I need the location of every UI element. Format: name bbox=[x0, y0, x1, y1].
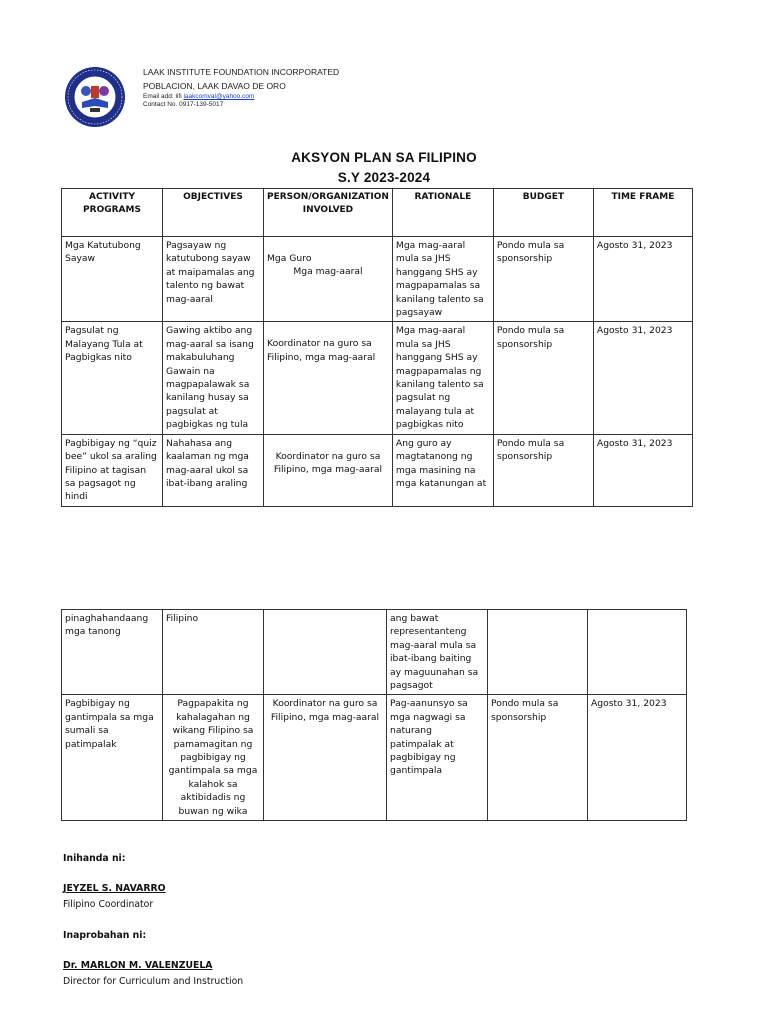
header-person: PERSON/ORGANIZATION INVOLVED bbox=[264, 189, 393, 237]
cell-person bbox=[264, 610, 387, 695]
table-row bbox=[62, 434, 693, 506]
approved-by-role: Director for Curriculum and Instruction bbox=[63, 976, 244, 987]
prepared-by-name: JEYZEL S. NAVARRO bbox=[63, 883, 166, 894]
cell-activity: Pagsulat ng Malayang Tula at Pagbigkas nito bbox=[62, 322, 163, 434]
cell-time: Agosto 31, 2023 bbox=[593, 322, 692, 434]
cell-budget bbox=[488, 610, 588, 695]
cell-rationale: Mga mag-aaral mula sa JHS hanggang SHS ay magpapamalas ng kanilang talento sa pagsulat ng malayang tula at pagbigkas nito bbox=[392, 322, 493, 434]
action-plan-table bbox=[61, 188, 693, 507]
cell-time: Agosto 31, 2023 bbox=[593, 237, 692, 322]
cell-budget: Pondo mula sa sponsorship bbox=[493, 237, 593, 322]
table-row bbox=[62, 322, 693, 434]
cell-activity: Pagbibigay ng “quiz bee” ukol sa araling Filipino at tagisan sa pagsagot ng hindi bbox=[62, 434, 163, 506]
cell-rationale: Mga mag-aaral mula sa JHS hanggang SHS ay magpapamalas sa kanilang talento sa pagsayaw bbox=[392, 237, 493, 322]
table-row bbox=[62, 237, 693, 322]
cell-rationale: Ang guro ay magtatanong ng mga masining na mga katanungan at bbox=[392, 434, 493, 506]
cell-objectives: Gawing aktibo ang mag-aaral sa isang makabuluhang Gawain na magpapalawak sa kanilang husay sa pagsulat at pagbigkas ng tula bbox=[163, 322, 264, 434]
cell-activity: pinaghahandaang mga tanong bbox=[62, 610, 163, 695]
person-text: Koordinator na guro sa Filipino, mga mag-aaral bbox=[273, 450, 383, 476]
table-row bbox=[62, 695, 687, 821]
header-time-frame: TIME FRAME bbox=[593, 189, 692, 237]
cell-time bbox=[588, 610, 687, 695]
school-seal-logo bbox=[64, 66, 126, 128]
school-year: S.Y 2023-2024 bbox=[337, 170, 431, 185]
email-line bbox=[143, 93, 254, 100]
prepared-by-role: Filipino Coordinator bbox=[63, 899, 154, 910]
table-header-row bbox=[62, 189, 693, 237]
cell-person: Koordinator na guro sa Filipino, mga mag-aaral bbox=[264, 695, 387, 821]
school-address: POBLACION, LAAK DAVAO DE ORO bbox=[143, 81, 286, 91]
person-teachers: Mga Guro bbox=[267, 253, 312, 264]
cell-activity: Mga Katutubong Sayaw bbox=[62, 237, 163, 322]
prepared-by-label: Inihanda ni: bbox=[63, 853, 126, 864]
school-name: LAAK INSTITUTE FOUNDATION INCORPORATED bbox=[143, 67, 340, 77]
cell-time: Agosto 31, 2023 bbox=[593, 434, 692, 506]
cell-rationale: Pag-aanunsyo sa mga nagwagi sa naturang patimpalak at pagbibigay ng gantimpala bbox=[387, 695, 488, 821]
header-rationale: RATIONALE bbox=[392, 189, 493, 237]
table-row bbox=[62, 610, 687, 695]
cell-rationale: ang bawat representanteng mag-aaral mula sa ibat-ibang baiting ay maguunahan sa pagsagot bbox=[387, 610, 488, 695]
document-title: AKSYON PLAN SA FILIPINO bbox=[291, 150, 477, 165]
cell-time: Agosto 31, 2023 bbox=[588, 695, 687, 821]
cell-budget: Pondo mula sa sponsorship bbox=[493, 322, 593, 434]
header-activity: ACTIVITY PROGRAMS bbox=[62, 189, 163, 237]
cell-objectives: Pagpapakita ng kahalagahan ng wikang Filipino sa pamamagitan ng pagbibigay ng gantimpala sa mga kalahok sa aktibidadis ng buwan ng wika bbox=[163, 695, 264, 821]
cell-objectives: Nahahasa ang kaalaman ng mga mag-aaral ukol sa ibat-ibang araling bbox=[163, 434, 264, 506]
person-students: Mga mag-aaral bbox=[293, 266, 363, 278]
cell-person bbox=[264, 237, 393, 322]
email-label: Email add: lifi bbox=[143, 93, 182, 100]
cell-budget: Pondo mula sa sponsorship bbox=[488, 695, 588, 821]
cell-person bbox=[264, 434, 393, 506]
approved-by-label: Inaprobahan ni: bbox=[63, 930, 147, 941]
cell-activity: Pagbibigay ng gantimpala sa mga sumali sa patimpalak bbox=[62, 695, 163, 821]
cell-budget: Pondo mula sa sponsorship bbox=[493, 434, 593, 506]
person-text: Koordinator na guro sa Filipino, mga mag-aaral bbox=[267, 338, 376, 363]
cell-objectives: Filipino bbox=[163, 610, 264, 695]
header-objectives: OBJECTIVES bbox=[163, 189, 264, 237]
cell-objectives: Pagsayaw ng katutubong sayaw at maipamalas ang talento ng bawat mag-aaral bbox=[163, 237, 264, 322]
action-plan-table-continued bbox=[61, 609, 687, 821]
cell-person bbox=[264, 322, 393, 434]
email-link[interactable]: laakcomval@yahoo.com bbox=[183, 93, 255, 100]
header-budget: BUDGET bbox=[493, 189, 593, 237]
contact-number: Contact No. 0917-139-5017 bbox=[143, 101, 224, 108]
approved-by-name: Dr. MARLON M. VALENZUELA bbox=[63, 960, 213, 971]
